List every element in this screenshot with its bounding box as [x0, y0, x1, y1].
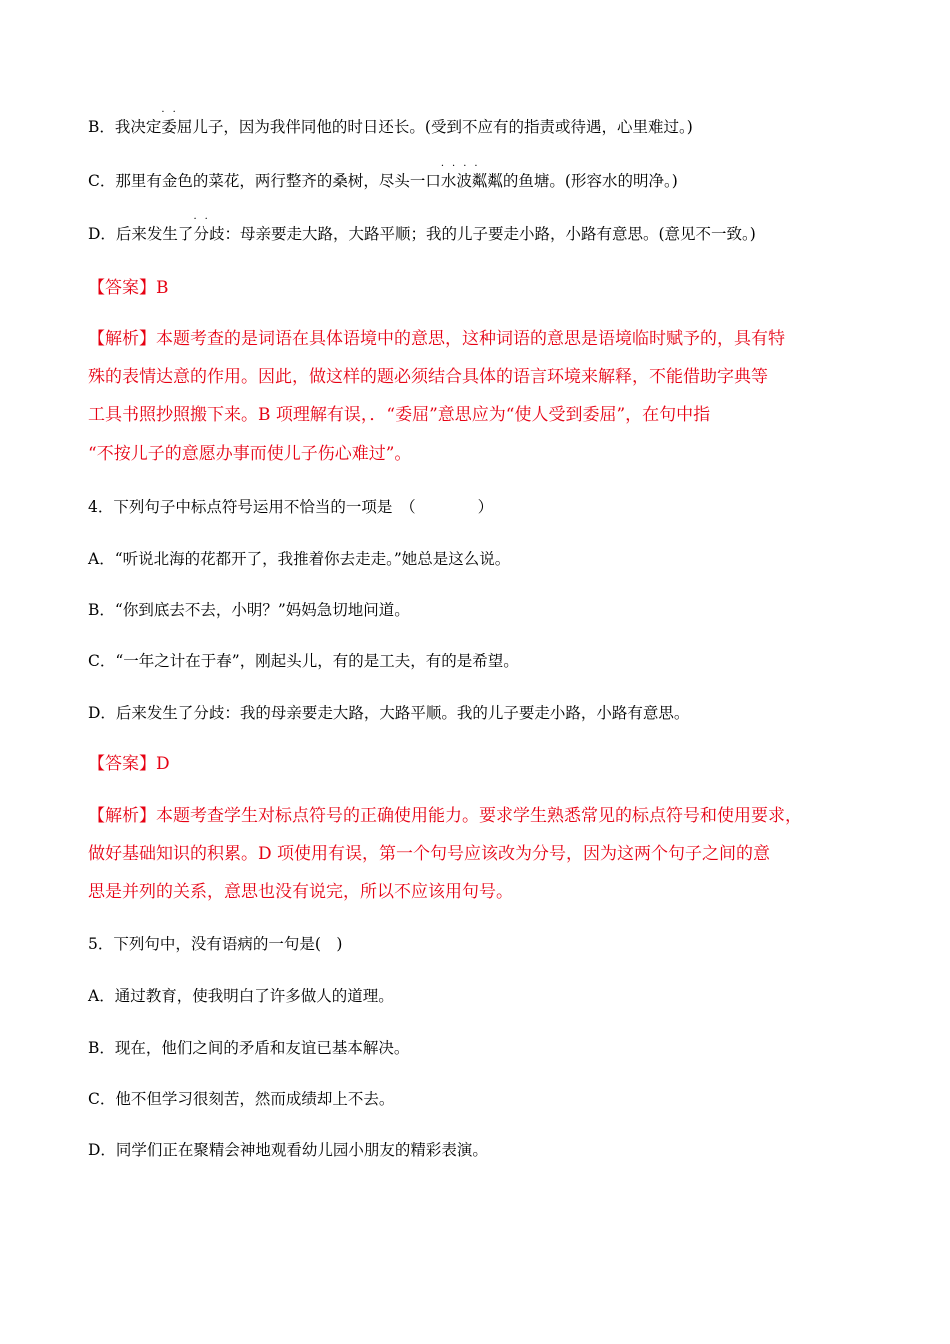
q3-option-b-emphasized-word: ·· 委屈 — [161, 118, 192, 136]
q3-option-b — [88, 117, 693, 137]
q3-answer: 【答案】B — [88, 278, 169, 298]
q3-option-c-emphasized-word: ···· 水波粼粼 — [441, 172, 503, 190]
q4-analysis-line-1: 【解析】本题考查学生对标点符号的正确使用能力。要求学生熟悉常见的标点符号和使用要求， — [88, 806, 802, 826]
q3-option-d-emphasized-word: ·· 分歧 — [193, 225, 224, 243]
q3-analysis-line-2: 殊的表情达意的作用。因此，做这样的题必须结合具体的语言环境来解释，不能借助字典等 — [88, 367, 768, 387]
q5-question: 5．下列句中，没有语病的一句是( ) — [88, 935, 343, 953]
q5-option-c: C．他不但学习很刻苦，然而成绩却上不去。 — [88, 1090, 395, 1108]
q4-option-a: A．“听说北海的花都开了，我推着你去走走。”她总是这么说。 — [88, 550, 511, 568]
q4-analysis-line-3: 思是并列的关系，意思也没有说完，所以不应该用句号。 — [88, 882, 513, 902]
q3-option-d-suffix: ：母亲要走大路，大路平顺；我的儿子要走小路，小路有意思。(意见不一致。) — [224, 225, 756, 243]
q3-option-d-prefix: D．后来发生了 — [88, 225, 194, 243]
q5-option-a: A．通过教育，使我明白了许多做人的道理。 — [88, 987, 394, 1005]
q5-option-d: D．同学们正在聚精会神地观看幼儿园小朋友的精彩表演。 — [88, 1141, 488, 1159]
q4-option-b: B．“你到底去不去，小明？”妈妈急切地问道。 — [88, 601, 410, 619]
q3-option-d — [88, 224, 756, 244]
q3-option-b-prefix: B．我决定 — [88, 118, 162, 136]
q4-option-d: D．后来发生了分歧：我的母亲要走大路，大路平顺。我的儿子要走小路，小路有意思。 — [88, 704, 690, 722]
q3-option-c — [88, 171, 678, 191]
q3-option-c-suffix: 的鱼塘。(形容水的明净。) — [502, 172, 678, 190]
q4-analysis-line-2: 做好基础知识的积累。D 项使用有误，第一个句号应该改为分号，因为这两个句子之间的意 — [88, 844, 771, 864]
q4-option-c: C．“一年之计在于春”，刚起头儿，有的是工夫，有的是希望。 — [88, 652, 519, 670]
q3-analysis-line-3: 工具书照抄照搬下来。B 项理解有误，．“委屈”意思应为“使人受到委屈”，在句中指 — [88, 405, 711, 425]
q5-option-b: B．现在，他们之间的矛盾和友谊已基本解决。 — [88, 1039, 410, 1057]
q3-analysis-line-4: “不按儿子的意愿办事而使儿子伤心难过”。 — [88, 444, 412, 464]
q3-analysis-line-1: 【解析】本题考查的是词语在具体语境中的意思，这种词语的意思是语境临时赋予的，具有特 — [88, 329, 785, 349]
q3-option-b-suffix: 儿子，因为我伴同他的时日还长。(受到不应有的指责或待遇，心里难过。) — [192, 118, 693, 136]
q4-question: 4．下列句子中标点符号运用不恰当的一项是 （ ） — [88, 498, 494, 516]
q4-answer: 【答案】D — [88, 754, 170, 774]
q3-option-c-prefix: C．那里有金色的菜花，两行整齐的桑树，尽头一口 — [88, 172, 441, 190]
